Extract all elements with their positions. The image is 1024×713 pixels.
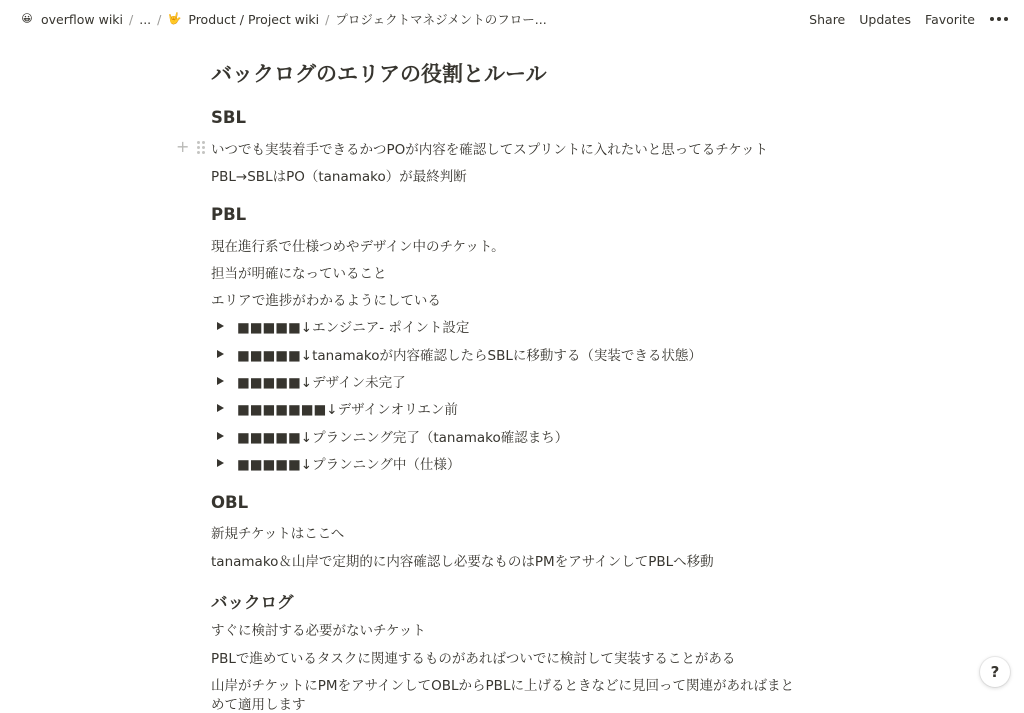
- toggle-block[interactable]: [211, 453, 460, 473]
- breadcrumb-separator: /: [325, 11, 330, 27]
- breadcrumb-item-product-wiki[interactable]: [163, 10, 323, 29]
- text-block[interactable]: 山岸がチケットにPMをアサインしてOBLからPBLに上げるときなどに見回って関連があればまと: [211, 678, 794, 694]
- text-block[interactable]: エリアで進捗がわかるようにしている: [211, 293, 441, 309]
- favorite-button[interactable]: Favorite: [925, 11, 975, 27]
- help-button[interactable]: ?: [980, 657, 1010, 687]
- toggle-block[interactable]: [211, 426, 568, 446]
- text-block[interactable]: 現在進行系で仕様つめやデザイン中のチケット。: [211, 239, 505, 255]
- toggle-label: ■■■■■↓プランニング中（仕様）: [237, 457, 461, 473]
- toggle-block[interactable]: [211, 344, 702, 364]
- updates-button[interactable]: Updates: [859, 11, 912, 27]
- text-block[interactable]: 新規チケットはここへ: [211, 526, 345, 542]
- add-block-icon[interactable]: +: [176, 137, 190, 156]
- text-block[interactable]: めて適用します: [211, 697, 306, 713]
- breadcrumb-label: Product / Project wiki: [188, 11, 320, 27]
- text-block[interactable]: すぐに検討する必要がないチケット: [211, 623, 426, 639]
- toggle-block[interactable]: [211, 371, 406, 391]
- breadcrumb-label: overflow wiki: [41, 11, 124, 27]
- top-bar: [0, 0, 1024, 38]
- page-title[interactable]: バックログのエリアの役割とルール: [211, 62, 547, 86]
- text-block[interactable]: PBL→SBLはPO（tanamako）が最終判断: [211, 169, 467, 185]
- heading-sbl[interactable]: SBL: [211, 108, 246, 127]
- toggle-label: ■■■■■■■↓デザインオリエン前: [237, 402, 458, 418]
- toggle-label: ■■■■■↓tanamakoが内容確認したらSBLに移動する（実装できる状態）: [237, 348, 702, 364]
- toggle-label: ■■■■■↓エンジニア- ポイント設定: [237, 320, 470, 336]
- text-block[interactable]: いつでも実装着手できるかつPOが内容を確認してスプリントに入れたいと思ってるチケット: [211, 142, 769, 158]
- toggle-label: ■■■■■↓デザイン未完了: [237, 375, 406, 391]
- share-button[interactable]: Share: [809, 11, 846, 27]
- toggle-arrow-icon[interactable]: [217, 322, 224, 330]
- toggle-block[interactable]: [211, 398, 458, 418]
- more-options-icon[interactable]: [986, 11, 1012, 27]
- breadcrumb-label: プロジェクトマネジメントのフロー...: [335, 12, 547, 27]
- toggle-arrow-icon[interactable]: [217, 404, 224, 412]
- text-block[interactable]: PBLで進めているタスクに関連するものがあればついでに検討して実装することがある: [211, 651, 736, 667]
- toggle-arrow-icon[interactable]: [217, 432, 224, 440]
- workspace-emoji-icon: 😀: [21, 12, 33, 25]
- heading-backlog[interactable]: バックログ: [211, 593, 294, 612]
- toggle-arrow-icon[interactable]: [217, 350, 224, 358]
- toggle-block[interactable]: [211, 316, 469, 336]
- breadcrumb-label: ...: [139, 11, 152, 27]
- block-handle: [176, 137, 205, 156]
- drag-handle-icon[interactable]: [197, 141, 205, 154]
- rock-hand-emoji-icon: 🤟: [167, 12, 182, 25]
- breadcrumb-item-workspace[interactable]: [16, 10, 127, 29]
- topbar-actions: [800, 0, 1012, 38]
- heading-obl[interactable]: OBL: [211, 493, 249, 512]
- toggle-arrow-icon[interactable]: [217, 459, 224, 467]
- text-block[interactable]: tanamako＆山岸で定期的に内容確認し必要なものはPMをアサインしてPBLへ移動: [211, 554, 714, 570]
- breadcrumb-item-current-page[interactable]: [331, 8, 550, 30]
- breadcrumb-separator: /: [157, 11, 162, 27]
- breadcrumb-separator: /: [129, 11, 134, 27]
- toggle-arrow-icon[interactable]: [217, 377, 224, 385]
- breadcrumb-item-ellipsis[interactable]: [135, 10, 155, 29]
- breadcrumb: [16, 0, 551, 38]
- heading-pbl[interactable]: PBL: [211, 205, 247, 224]
- text-block[interactable]: 担当が明確になっていること: [211, 266, 387, 282]
- toggle-label: ■■■■■↓プランニング完了（tanamako確認まち）: [237, 430, 569, 446]
